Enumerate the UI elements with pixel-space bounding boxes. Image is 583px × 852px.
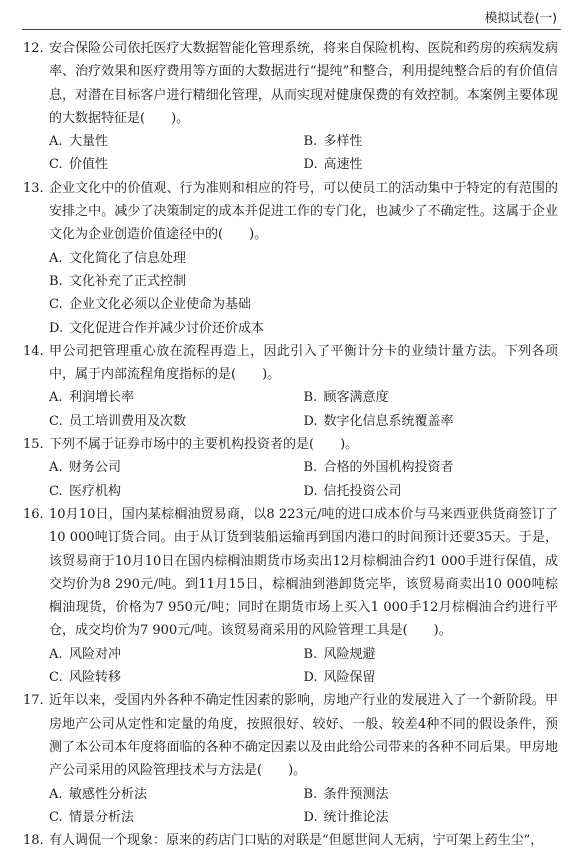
option-b[interactable] (304, 783, 559, 806)
option-d[interactable] (304, 410, 559, 433)
option-c[interactable] (49, 666, 304, 689)
question-18 (23, 829, 558, 852)
option-c[interactable] (49, 480, 304, 503)
question-number: 18. (23, 833, 44, 849)
question-12 (23, 37, 558, 177)
option-letter: B. (49, 273, 63, 289)
option-text: 合格的外国机构投资者 (323, 460, 454, 476)
question-number: 17. (23, 693, 44, 709)
option-letter: A. (49, 786, 63, 802)
option-text: 风险保留 (323, 670, 376, 686)
option-text: 风险转移 (69, 670, 122, 686)
question-stem: 近年以来，受国内外各种不确定性因素的影响，房地产行业的发展进入了一个新阶段。甲房地产公司从定性和定量的角度，按照很好、较好、一般、较差4种不同的假设条件，预测了本公司本年度将面临的各种不确定因素以及由此给公司带来的各种不同后果。甲房地产公司采用的风险管理技术与方法是( )。 (49, 693, 558, 779)
question-number: 14. (23, 343, 44, 359)
option-letter: D. (303, 809, 318, 825)
option-text: 风险规避 (323, 646, 376, 662)
option-b[interactable] (304, 456, 559, 479)
option-letter: A. (49, 250, 63, 266)
question-14 (23, 340, 558, 433)
option-text: 风险对冲 (69, 646, 122, 662)
question-13 (23, 177, 558, 340)
option-list (49, 386, 558, 433)
question-stem: 10月10日，国内某棕榈油贸易商，以8 223元/吨的进口成本价与马来西亚供货商签订了10 000吨订货合同。由于从订货到装船运输再到国内港口的时间预计还要35天。于是，该贸易商于10月10日在国内棕榈油期货市场卖出12月棕榈油合约1 000手进行保值，成交均价为8 290元/吨。到11月15日，棕榈油到港卸货完毕，该贸易商卖出10 000吨棕榈油现货，价格为7 950元/吨；同时在期货市场上买入1 000手12月棕榈油合约进行平仓，成交均价为7 900元/吨。该贸易商采用的风险管理工具是( )。 (49, 506, 558, 639)
option-c[interactable] (49, 806, 304, 829)
option-text: 条件预测法 (323, 786, 389, 802)
option-list (49, 783, 558, 830)
option-letter: D. (303, 413, 318, 429)
option-letter: B. (303, 786, 318, 802)
option-text: 员工培训费用及次数 (69, 413, 187, 429)
option-a[interactable] (49, 456, 304, 479)
option-letter: B. (303, 460, 318, 476)
question-stem: 安合保险公司依托医疗大数据智能化管理系统，将来自保险机构、医院和药房的疾病发病率、治疗效果和医疗费用等方面的大数据进行“提纯”和整合，利用提纯整合后的有价值信息，对潜在目标客户进行精细化管理，从而实现对健康保费的有效控制。本案例主要体现的大数据特征是( )。 (49, 41, 558, 126)
option-text: 高速性 (323, 157, 363, 173)
option-text: 利润增长率 (69, 390, 135, 406)
option-letter: B. (303, 134, 318, 150)
option-text: 信托投资公司 (323, 483, 402, 499)
option-b[interactable] (304, 386, 559, 409)
option-d[interactable] (304, 153, 559, 176)
option-letter: A. (49, 646, 63, 662)
question-stem: 有人调侃一个现象：原来的药店门口贴的对联是“但愿世间人无病，宁可架上药生尘”， (49, 833, 544, 849)
option-letter: D. (303, 483, 318, 499)
option-letter: D. (303, 670, 318, 686)
question-16 (23, 503, 558, 689)
option-list (49, 247, 558, 340)
option-text: 文化促进合作并减少讨价还价成本 (69, 320, 265, 336)
option-text: 文化补充了正式控制 (69, 273, 187, 289)
option-text: 多样性 (323, 134, 363, 150)
option-letter: B. (303, 646, 318, 662)
option-b[interactable] (304, 130, 559, 153)
question-17 (23, 689, 558, 829)
option-text: 统计推论法 (323, 809, 389, 825)
option-list (49, 643, 558, 690)
option-letter: A. (49, 460, 63, 476)
page-header: 模拟试卷(一) (484, 10, 557, 25)
option-a[interactable] (49, 247, 558, 270)
question-stem: 下列不属于证券市场中的主要机构投资者的是( )。 (49, 437, 359, 453)
option-list (49, 130, 558, 177)
option-c[interactable] (49, 293, 558, 316)
option-letter: A. (49, 390, 63, 406)
option-text: 企业文化必须以企业使命为基础 (69, 297, 252, 313)
option-list (49, 456, 558, 503)
option-text: 价值性 (69, 157, 109, 173)
option-a[interactable] (49, 643, 304, 666)
option-d[interactable] (304, 666, 559, 689)
option-text: 情景分析法 (69, 809, 135, 825)
option-b[interactable] (49, 270, 558, 293)
question-list (23, 37, 558, 852)
option-letter: C. (49, 157, 63, 173)
question-number: 13. (23, 180, 44, 196)
option-letter: C. (49, 413, 63, 429)
option-d[interactable] (49, 317, 558, 340)
option-text: 大量性 (69, 134, 109, 150)
question-number: 16. (23, 506, 44, 522)
option-text: 顾客满意度 (323, 390, 389, 406)
option-letter: C. (49, 483, 63, 499)
option-text: 敏感性分析法 (69, 786, 148, 802)
option-a[interactable] (49, 386, 304, 409)
option-text: 财务公司 (69, 460, 122, 476)
option-c[interactable] (49, 153, 304, 176)
option-letter: D. (303, 157, 318, 173)
header-divider (22, 29, 561, 30)
option-text: 数字化信息系统覆盖率 (323, 413, 454, 429)
option-a[interactable] (49, 783, 304, 806)
option-text: 文化简化了信息处理 (69, 250, 187, 266)
option-letter: B. (303, 390, 318, 406)
option-b[interactable] (304, 643, 559, 666)
option-text: 医疗机构 (69, 483, 122, 499)
option-letter: C. (49, 809, 63, 825)
option-d[interactable] (304, 480, 559, 503)
option-c[interactable] (49, 410, 304, 433)
option-letter: A. (49, 134, 63, 150)
option-a[interactable] (49, 130, 304, 153)
question-stem: 企业文化中的价值观、行为准则和相应的符号，可以使员工的活动集中于特定的有范围的安排之中。减少了决策制定的成本并促进工作的专门化，也减少了不确定性。这属于企业文化为企业创造价值途径中的( )。 (49, 180, 558, 243)
question-number: 15. (23, 437, 44, 453)
option-letter: C. (49, 297, 63, 313)
option-d[interactable] (304, 806, 559, 829)
option-letter: C. (49, 670, 63, 686)
option-letter: D. (49, 320, 64, 336)
question-15 (23, 433, 558, 503)
question-number: 12. (23, 41, 44, 56)
question-stem: 甲公司把管理重心放在流程再造上，因此引入了平衡计分卡的业绩计量方法。下列各项中，属于内部流程角度指标的是( )。 (49, 343, 558, 383)
